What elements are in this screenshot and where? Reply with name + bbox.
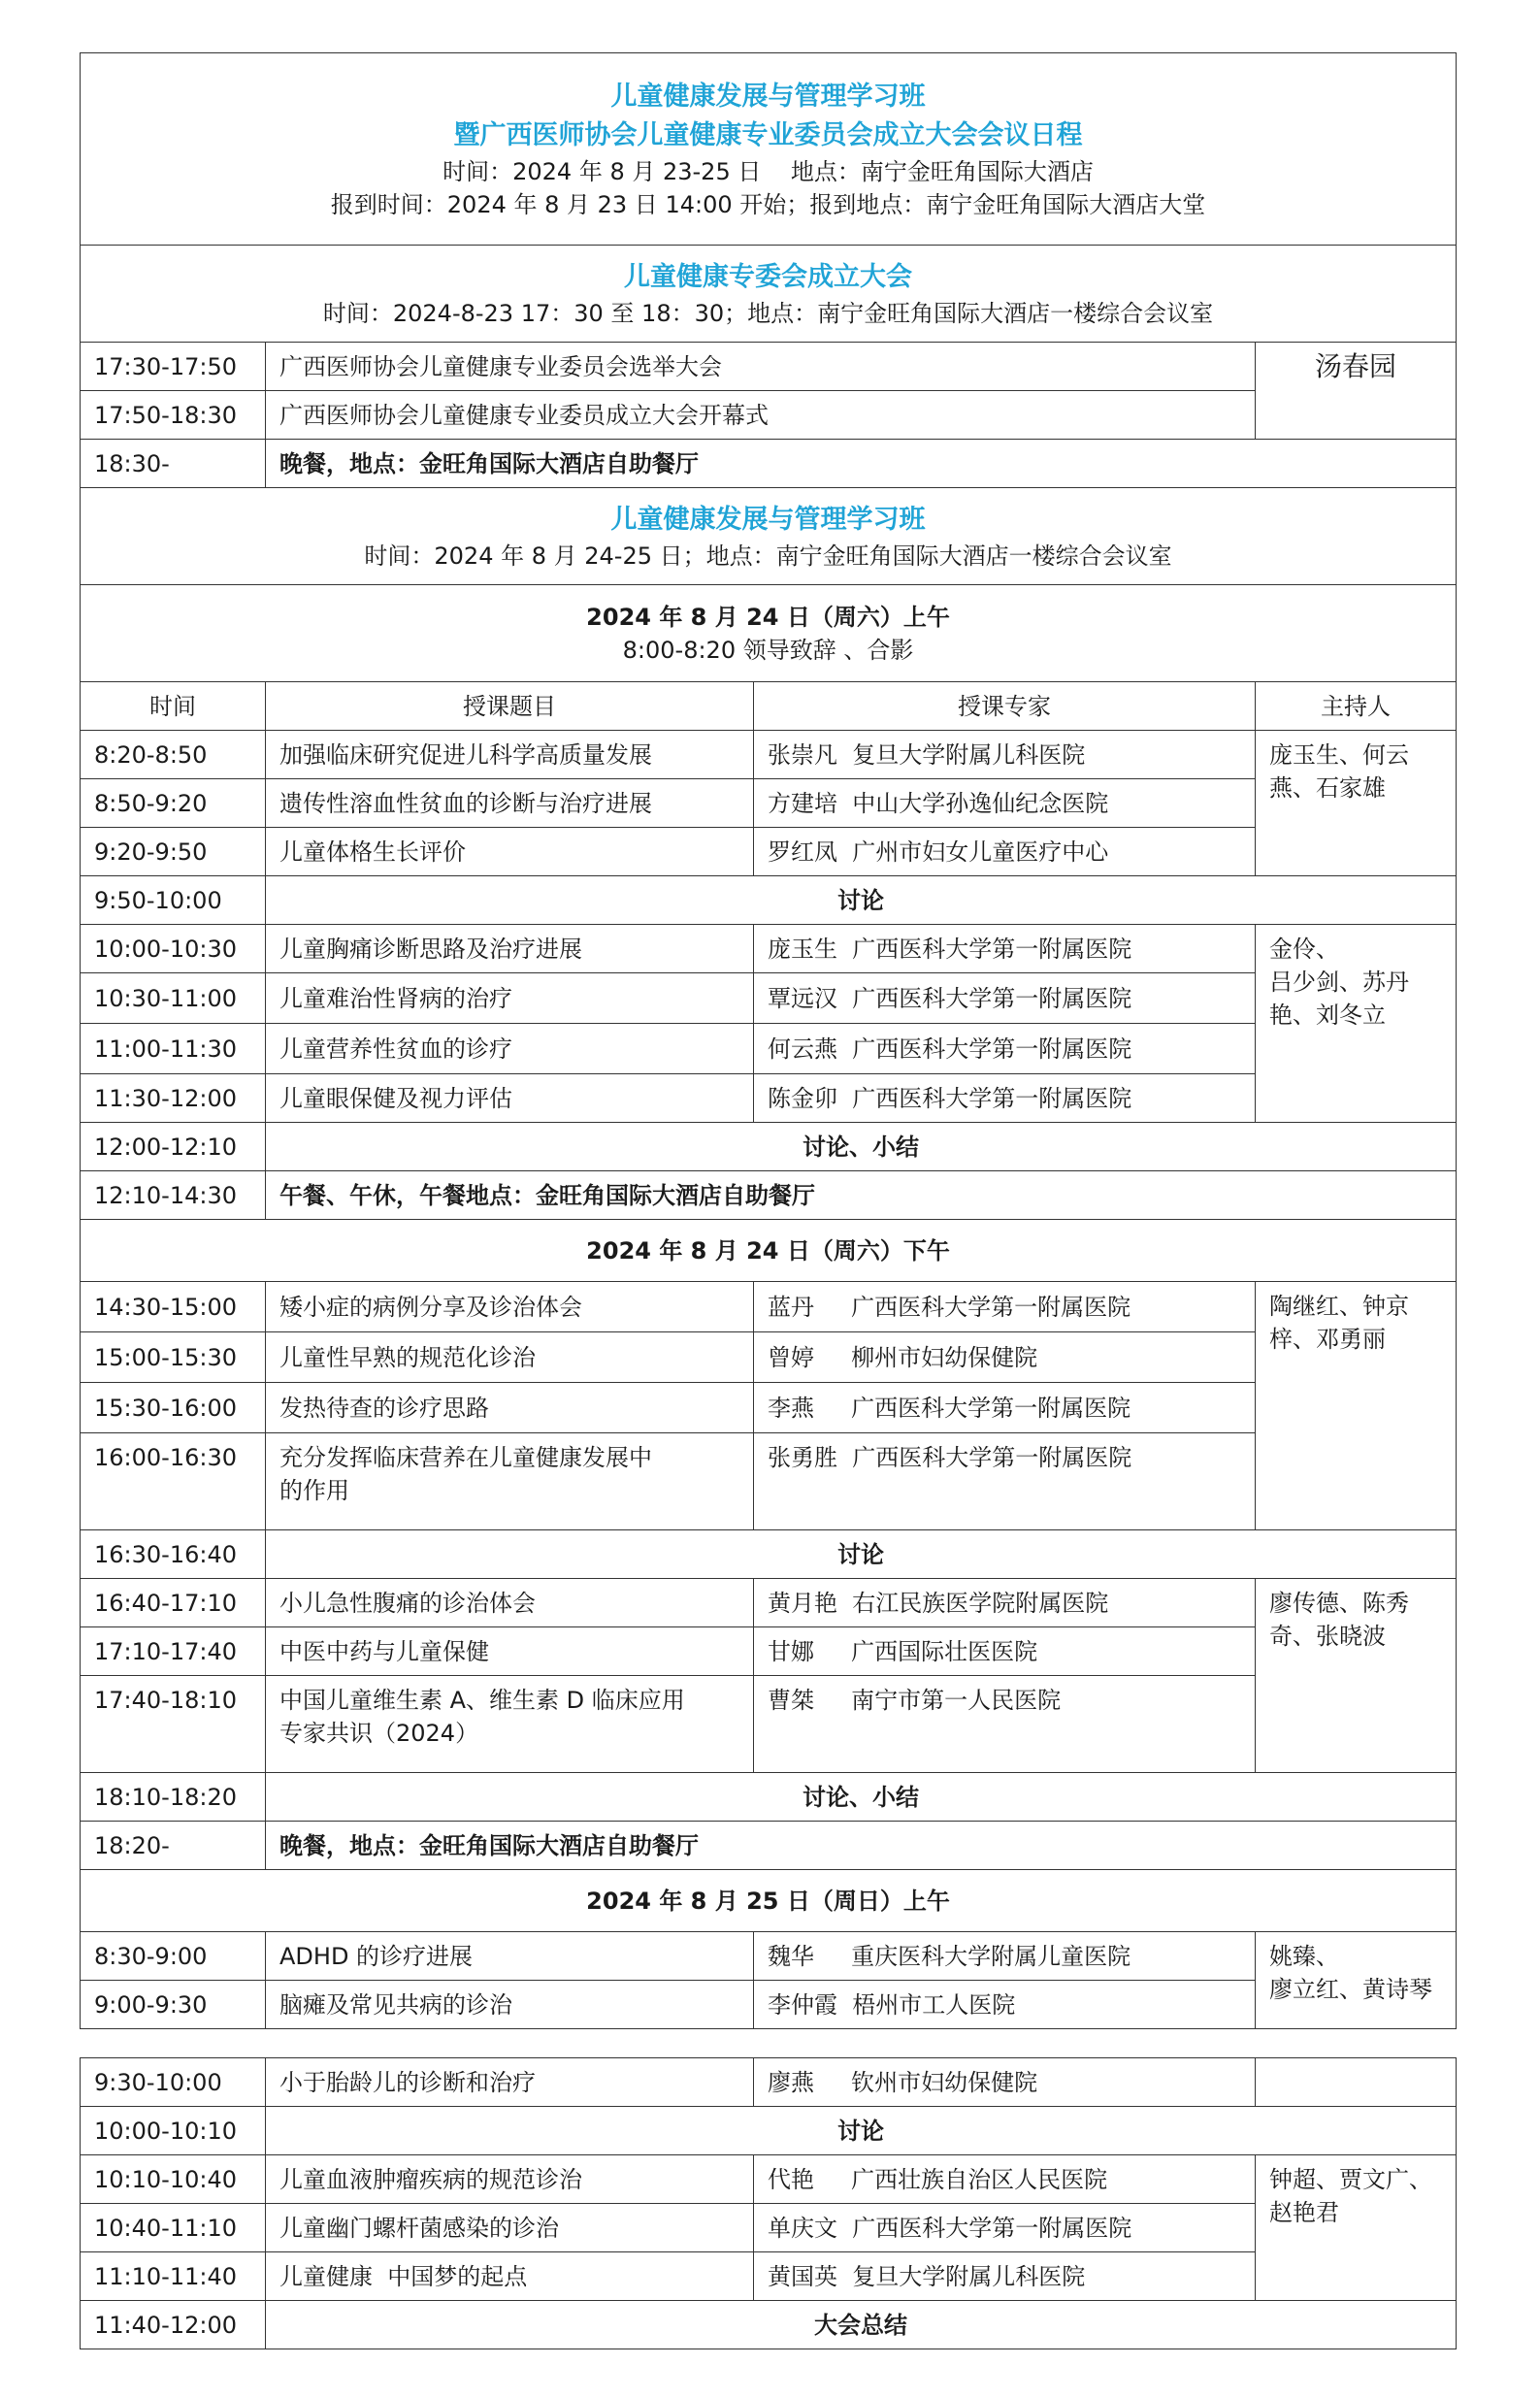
time-cell: 16:40-17:10: [81, 1579, 266, 1627]
topic-cell: 小儿急性腹痛的诊治体会: [266, 1579, 754, 1627]
lunch-row: [81, 1171, 1457, 1220]
time-cell: 10:00-10:10: [81, 2107, 266, 2155]
main-subtitle: 暨广西医师协会儿童健康专业委员会成立大会会议日程: [453, 119, 1083, 150]
discussion-row: [81, 1123, 1457, 1171]
discussion-text: 讨论: [266, 876, 1457, 925]
day1-am-title: 2024 年 8 月 24 日（周六）上午: [586, 603, 950, 631]
expert-cell: 方建培 中山大学孙逸仙纪念医院: [754, 779, 1256, 828]
time-cell: 9:20-9:50: [81, 828, 266, 876]
topic-cell: 儿童胸痛诊断思路及治疗进展: [266, 925, 754, 973]
time-cell: 9:50-10:00: [81, 876, 266, 925]
host-cell: 廖传德、陈秀 奇、张晓波: [1256, 1579, 1457, 1773]
table-row: [81, 2155, 1457, 2204]
time-cell: 17:10-17:40: [81, 1627, 266, 1676]
time-cell: 11:00-11:30: [81, 1024, 266, 1074]
founding-title: 儿童健康专委会成立大会: [624, 261, 912, 292]
expert-cell: 蓝丹 广西医科大学第一附属医院: [754, 1282, 1256, 1332]
table-row: [81, 1024, 1457, 1074]
table-row: [81, 1579, 1457, 1627]
time-cell: 16:30-16:40: [81, 1530, 266, 1579]
discussion-text: 讨论: [266, 1530, 1457, 1579]
dinner-row: [81, 1822, 1457, 1870]
table-row: [81, 1932, 1457, 1981]
table-row: [81, 1981, 1457, 2029]
time-cell: 11:40-12:00: [81, 2301, 266, 2349]
column-header-row: [81, 682, 1457, 731]
table-row: [81, 2204, 1457, 2252]
discussion-row: [81, 1773, 1457, 1822]
time-cell: 10:00-10:30: [81, 925, 266, 973]
topic-cell: 中国儿童维生素 A、维生素 D 临床应用 专家共识（2024）: [266, 1676, 754, 1773]
course-time-location: 时间：2024 年 8 月 24-25 日；地点：南宁金旺角国际大酒店一楼综合会议室: [364, 542, 1172, 570]
dinner-row: [81, 440, 1457, 488]
expert-cell: 单庆文 广西医科大学第一附属医院: [754, 2204, 1256, 2252]
expert-cell: 廖燕 钦州市妇幼保健院: [754, 2058, 1256, 2107]
topic-cell: 儿童血液肿瘤疾病的规范诊治: [266, 2155, 754, 2204]
closing-row: [81, 2301, 1457, 2349]
time-cell: 12:10-14:30: [81, 1171, 266, 1220]
host-cell: 汤春园: [1256, 343, 1457, 440]
expert-cell: 覃远汉 广西医科大学第一附属医院: [754, 973, 1256, 1024]
expert-cell: 罗红凤 广州市妇女儿童医疗中心: [754, 828, 1256, 876]
time-cell: 18:10-18:20: [81, 1773, 266, 1822]
discussion-text: 讨论: [266, 2107, 1457, 2155]
topic-cell: 矮小症的病例分享及诊治体会: [266, 1282, 754, 1332]
topic-cell: 广西医师协会儿童健康专业委员会选举大会: [266, 343, 1256, 391]
time-cell: 8:30-9:00: [81, 1932, 266, 1981]
header-row: [81, 53, 1457, 246]
topic-cell: 儿童难治性肾病的治疗: [266, 973, 754, 1024]
topic-cell: 充分发挥临床营养在儿童健康发展中 的作用: [266, 1433, 754, 1530]
expert-cell: 甘娜 广西国际壮医医院: [754, 1627, 1256, 1676]
day-header-row: [81, 585, 1457, 682]
registration-info: 报到时间：2024 年 8 月 23 日 14:00 开始；报到地点：南宁金旺角国际大酒店大堂: [330, 190, 1206, 218]
topic-cell: 儿童体格生长评价: [266, 828, 754, 876]
topic-cell: 加强临床研究促进儿科学高质量发展: [266, 731, 754, 779]
topic-cell: 小于胎龄儿的诊断和治疗: [266, 2058, 754, 2107]
host-cell: 庞玉生、何云 燕、石家雄: [1256, 731, 1457, 876]
time-cell: 17:40-18:10: [81, 1676, 266, 1773]
time-cell: 15:00-15:30: [81, 1332, 266, 1383]
topic-cell: 发热待查的诊疗思路: [266, 1383, 754, 1433]
table-row: [81, 1282, 1457, 1332]
topic-cell: 遗传性溶血性贫血的诊断与治疗进展: [266, 779, 754, 828]
time-cell: 9:30-10:00: [81, 2058, 266, 2107]
time-cell: 10:10-10:40: [81, 2155, 266, 2204]
topic-cell: 儿童营养性贫血的诊疗: [266, 1024, 754, 1074]
table-row: [81, 2252, 1457, 2301]
host-cell: 姚臻、 廖立红、黄诗琴: [1256, 1932, 1457, 2029]
table-row: [81, 828, 1457, 876]
time-cell: 17:50-18:30: [81, 391, 266, 440]
discussion-row: [81, 2107, 1457, 2155]
schedule-table-continued: [80, 2057, 1457, 2349]
table-row: [81, 1676, 1457, 1773]
main-title: 儿童健康发展与管理学习班: [610, 81, 926, 112]
table-row: [81, 925, 1457, 973]
founding-time-location: 时间：2024-8-23 17：30 至 18：30；地点：南宁金旺角国际大酒店一楼综合会议室: [322, 299, 1214, 327]
topic-cell: 脑瘫及常见共病的诊治: [266, 1981, 754, 2029]
host-cell-empty: [1256, 2058, 1457, 2107]
day-header-row: [81, 1870, 1457, 1932]
day1-pm-title: 2024 年 8 月 24 日（周六）下午: [81, 1220, 1457, 1282]
day2-am-title: 2024 年 8 月 25 日（周日）上午: [81, 1870, 1457, 1932]
table-row: [81, 2058, 1457, 2107]
table-row: [81, 731, 1457, 779]
time-cell: 9:00-9:30: [81, 1981, 266, 2029]
topic-cell: 儿童幽门螺杆菌感染的诊治: [266, 2204, 754, 2252]
time-cell: 8:20-8:50: [81, 731, 266, 779]
topic-cell: 儿童健康 中国梦的起点: [266, 2252, 754, 2301]
table-row: [81, 1383, 1457, 1433]
expert-cell: 何云燕 广西医科大学第一附属医院: [754, 1024, 1256, 1074]
column-header-topic: 授课题目: [266, 682, 754, 731]
time-cell: 17:30-17:50: [81, 343, 266, 391]
table-row: [81, 1433, 1457, 1530]
dinner-text: 晚餐，地点：金旺角国际大酒店自助餐厅: [266, 1822, 1457, 1870]
founding-header-row: [81, 246, 1457, 343]
expert-cell: 魏华 重庆医科大学附属儿童医院: [754, 1932, 1256, 1981]
time-cell: 15:30-16:00: [81, 1383, 266, 1433]
discussion-row: [81, 1530, 1457, 1579]
expert-cell: 黄国英 复旦大学附属儿科医院: [754, 2252, 1256, 2301]
expert-cell: 李仲霞 梧州市工人医院: [754, 1981, 1256, 2029]
time-cell: 11:30-12:00: [81, 1074, 266, 1123]
expert-cell: 曹桀 南宁市第一人民医院: [754, 1676, 1256, 1773]
discussion-text: 讨论、小结: [266, 1773, 1457, 1822]
discussion-text: 讨论、小结: [266, 1123, 1457, 1171]
expert-cell: 曾婷 柳州市妇幼保健院: [754, 1332, 1256, 1383]
table-row: [81, 391, 1457, 440]
expert-cell: 代艳 广西壮族自治区人民医院: [754, 2155, 1256, 2204]
host-cell: 钟超、贾文广、 赵艳君: [1256, 2155, 1457, 2301]
column-header-time: 时间: [81, 682, 266, 731]
time-cell: 11:10-11:40: [81, 2252, 266, 2301]
expert-cell: 张崇凡 复旦大学附属儿科医院: [754, 731, 1256, 779]
topic-cell: 中医中药与儿童保健: [266, 1627, 754, 1676]
meeting-time-location: 时间：2024 年 8 月 23-25 日 地点：南宁金旺角国际大酒店: [442, 157, 1094, 185]
topic-cell: 广西医师协会儿童健康专业委员成立大会开幕式: [266, 391, 1256, 440]
expert-cell: 张勇胜 广西医科大学第一附属医院: [754, 1433, 1256, 1530]
expert-cell: 陈金卯 广西医科大学第一附属医院: [754, 1074, 1256, 1123]
schedule-table: [80, 52, 1457, 2029]
time-cell: 18:30-: [81, 440, 266, 488]
closing-text: 大会总结: [266, 2301, 1457, 2349]
time-cell: 10:40-11:10: [81, 2204, 266, 2252]
time-cell: 18:20-: [81, 1822, 266, 1870]
column-header-host: 主持人: [1256, 682, 1457, 731]
topic-cell: 儿童眼保健及视力评估: [266, 1074, 754, 1123]
expert-cell: 庞玉生 广西医科大学第一附属医院: [754, 925, 1256, 973]
discussion-row: [81, 876, 1457, 925]
dinner-text: 晚餐，地点：金旺角国际大酒店自助餐厅: [266, 440, 1457, 488]
host-cell: 陶继红、钟京 梓、邓勇丽: [1256, 1282, 1457, 1530]
host-cell: 金伶、 吕少剑、苏丹 艳、刘冬立: [1256, 925, 1457, 1123]
table-row: [81, 1074, 1457, 1123]
time-cell: 14:30-15:00: [81, 1282, 266, 1332]
day-header-row: [81, 1220, 1457, 1282]
header-cell: [81, 53, 1457, 246]
table-row: [81, 779, 1457, 828]
topic-cell: 儿童性早熟的规范化诊治: [266, 1332, 754, 1383]
time-cell: 16:00-16:30: [81, 1433, 266, 1530]
table-row: [81, 1332, 1457, 1383]
opening-ceremony: 8:00-8:20 领导致辞 、合影: [622, 636, 914, 664]
table-row: [81, 1627, 1457, 1676]
time-cell: 8:50-9:20: [81, 779, 266, 828]
time-cell: 12:00-12:10: [81, 1123, 266, 1171]
table-row: [81, 973, 1457, 1024]
expert-cell: 李燕 广西医科大学第一附属医院: [754, 1383, 1256, 1433]
course-title: 儿童健康发展与管理学习班: [610, 504, 926, 535]
course-header-row: [81, 488, 1457, 585]
topic-cell: ADHD 的诊疗进展: [266, 1932, 754, 1981]
expert-cell: 黄月艳 右江民族医学院附属医院: [754, 1579, 1256, 1627]
table-row: [81, 343, 1457, 391]
lunch-text: 午餐、午休，午餐地点：金旺角国际大酒店自助餐厅: [266, 1171, 1457, 1220]
time-cell: 10:30-11:00: [81, 973, 266, 1024]
column-header-expert: 授课专家: [754, 682, 1256, 731]
